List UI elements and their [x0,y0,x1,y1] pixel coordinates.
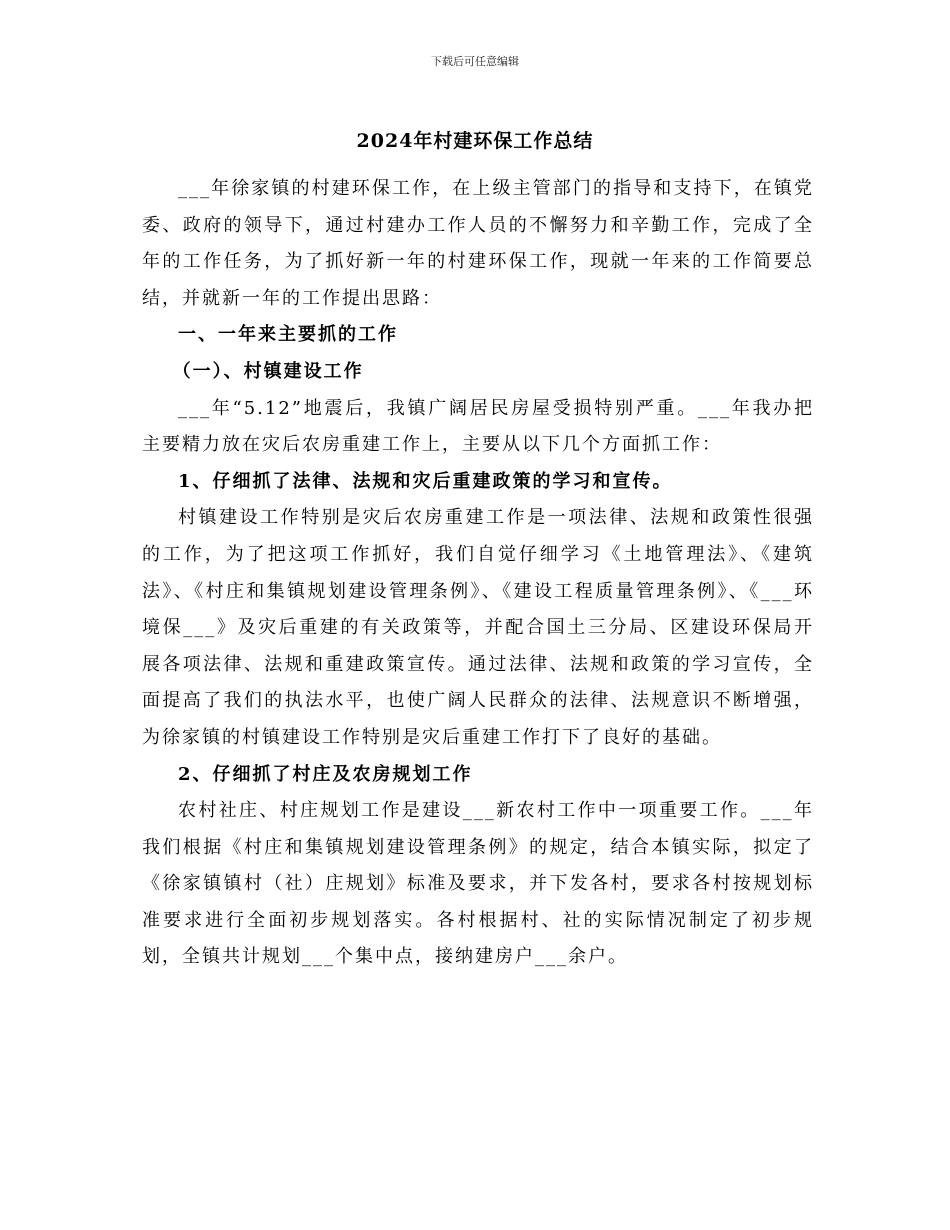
item-heading-law-study: 1、仔细抓了法律、法规和灾后重建政策的学习和宣传。 [178,470,673,492]
subsection-heading: （一）、村镇建设工作 [172,360,364,382]
intro-paragraph: ___年徐家镇的村建环保工作，在上级主管部门的指导和支持下，在镇党委、政府的领导下，通过村建办工作人员的不懈努力和辛勤工作，完成了全年的工作任务，为了抓好新一年的村建环保工作，现就一年来的工作简要总结，并就新一年的工作提出思路： [142,178,814,309]
page-header: 下载后可任意编辑 [431,55,519,68]
document-body [142,171,814,976]
document-title: 2024年村建环保工作总结 [356,130,594,152]
village-planning-paragraph: 农村社庄、村庄规划工作是建设___新农村工作中一项重要工作。___年我们根据《村庄和集镇规划建设管理条例》的规定，结合本镇实际，拟定了《徐家镇镇村（社）庄规划》标准及要求，并下发各村，要求各村按规划标准要求进行全面初步规划落实。各村根据村、社的实际情况制定了初步规划，全镇共计规划___个集中点，接纳建房户___余户。 [142,800,814,968]
law-study-paragraph: 村镇建设工作特别是灾后农房重建工作是一项法律、法规和政策性很强的工作，为了把这项工作抓好，我们自觉仔细学习《土地管理法》、《建筑法》、《村庄和集镇规划建设管理条例》、《建设工程质量管理条例》、《___环境保___》及灾后重建的有关政策等，并配合国土三分局、区建设环保局开展各项法律、法规和重建政策宣传。通过法律、法规和政策的学习宣传，全面提高了我们的执法水平，也使广阔人民群众的法律、法规意识不断增强，为徐家镇的村镇建设工作特别是灾后重建工作打下了良好的基础。 [142,507,814,748]
item-heading-village-planning: 2、仔细抓了村庄及农房规划工作 [178,763,473,785]
section-heading: 一、一年来主要抓的工作 [178,324,398,346]
earthquake-paragraph: ___年“5.12”地震后，我镇广阔居民房屋受损特别严重。___年我办把主要精力放在灾后农房重建工作上，主要从以下几个方面抓工作： [142,397,814,456]
